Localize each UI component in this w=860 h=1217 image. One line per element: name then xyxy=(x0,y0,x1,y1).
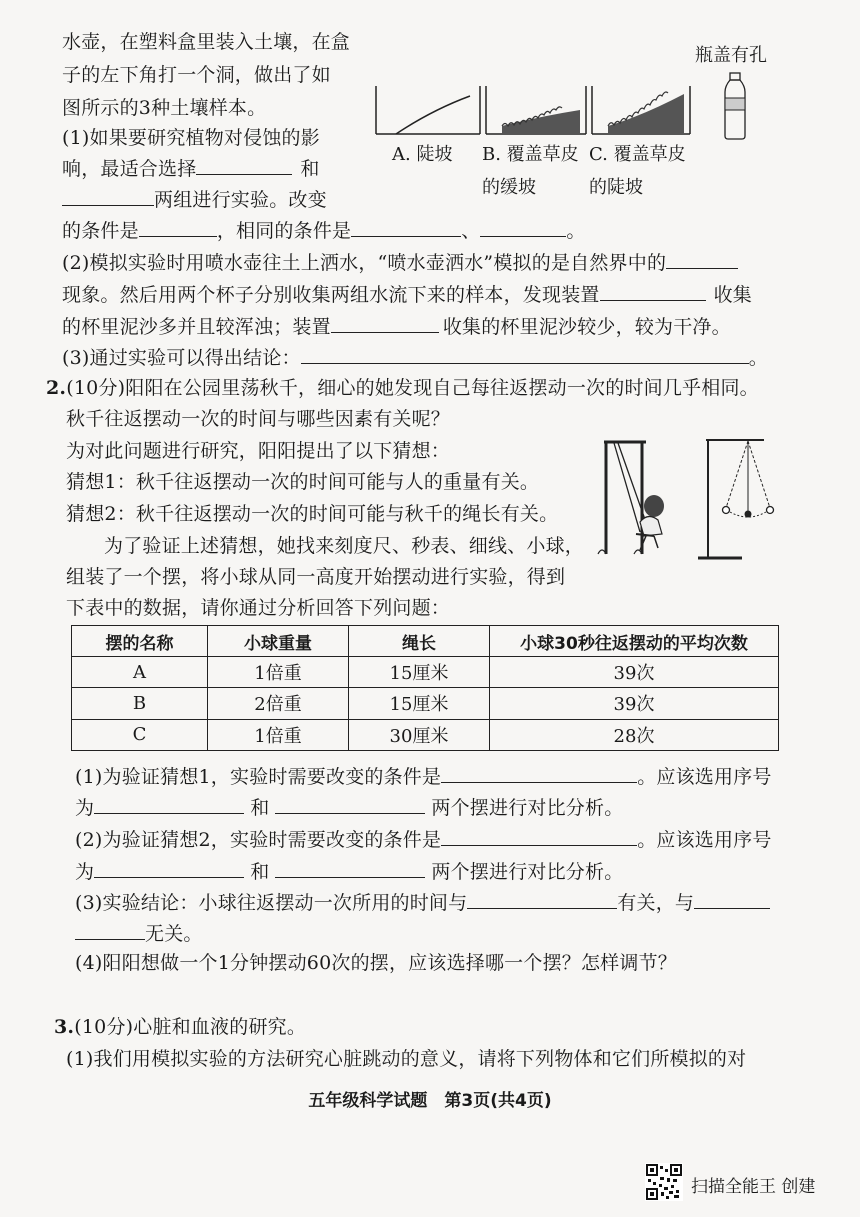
pendulum-apparatus-illustration xyxy=(696,432,780,564)
col-header-name: 摆的名称 xyxy=(72,626,208,657)
q1-part2-text: (2)模拟实验时用喷水壶往土上洒水，“喷水壶洒水”模拟的是自然界中的 xyxy=(62,252,667,274)
scanner-watermark: 扫描全能王 创建 xyxy=(691,1177,816,1197)
table-header-row xyxy=(72,626,779,657)
q2-blank-sub2-condition[interactable] xyxy=(441,827,637,846)
cell-length: 15厘米 xyxy=(349,688,490,719)
col-header-weight: 小球重量 xyxy=(208,626,349,657)
q1-blank-nature[interactable] xyxy=(666,250,738,269)
cell-name: A xyxy=(72,657,208,688)
q2-blank-sub1-condition[interactable] xyxy=(441,764,637,783)
q3-head-text: (10分)心脏和血液的研究。 xyxy=(74,1016,307,1038)
cell-count: 39次 xyxy=(490,657,779,688)
q2-sub2-wei: 为 xyxy=(75,861,95,883)
q1-part1-text2: 两组进行实验。改变 xyxy=(154,189,327,211)
cell-name: B xyxy=(72,688,208,719)
table-row xyxy=(72,719,779,750)
q3-number: 3. xyxy=(54,1016,75,1038)
q2-heading xyxy=(46,377,759,399)
table-row xyxy=(72,657,779,688)
q2-sub2-line1 xyxy=(75,827,772,851)
q1-blank-changed[interactable] xyxy=(139,218,217,237)
soil-samples-figure xyxy=(372,80,692,150)
q1-and: 和 xyxy=(300,158,320,180)
q2-sub1-wei: 为 xyxy=(75,797,95,819)
pendulum-figure xyxy=(696,432,780,564)
q1-part1-line4 xyxy=(62,218,586,242)
q2-sub1-text3: 两个摆进行对比分析。 xyxy=(431,797,624,819)
intro-line-1: 水壶，在塑料盒里装入土壤，在盒 xyxy=(62,31,351,53)
q1-part2-text4: 收集的杯里泥沙较少，较为干净。 xyxy=(442,316,731,338)
cell-count: 28次 xyxy=(490,719,779,750)
pendulum-data-table xyxy=(71,625,779,751)
q2-sub3-line2 xyxy=(75,921,203,945)
q1-same-label: ，相同的条件是 xyxy=(216,220,352,242)
spray-bottle-icon xyxy=(722,72,748,140)
cell-count: 39次 xyxy=(490,688,779,719)
q1-part2-line2 xyxy=(62,282,752,306)
swing-figure xyxy=(596,432,674,558)
q2-blank-sub3-related[interactable] xyxy=(467,890,617,909)
sample-a-label: A. 陡坡 xyxy=(392,144,453,165)
q1-part1-text: 响，最适合选择 xyxy=(62,158,197,180)
soil-samples-illustration xyxy=(372,80,692,150)
col-header-count: 小球30秒往返摆动的平均次数 xyxy=(490,626,779,657)
qr-code-icon xyxy=(645,1163,683,1201)
q1-blank-same-2[interactable] xyxy=(480,218,566,237)
q2-sub2-and: 和 xyxy=(250,861,270,883)
q1-collect: 收集 xyxy=(713,284,753,306)
girl-on-swing-illustration xyxy=(596,432,674,558)
q3-line-2: (1)我们用模拟实验的方法研究心脏跳动的意义，请将下列物体和它们所模拟的对 xyxy=(66,1048,747,1070)
cell-length: 30厘米 xyxy=(349,719,490,750)
q2-sub2-text: (2)为验证猜想2，实验时需要改变的条件是 xyxy=(75,829,442,851)
q2-number: 2. xyxy=(46,377,67,399)
q2-blank-sub2-b[interactable] xyxy=(275,859,425,878)
q2-blank-sub3-unrelated-1[interactable] xyxy=(694,890,770,909)
sample-b-label-1: B. 覆盖草皮 xyxy=(482,144,579,165)
q1-blank-group2[interactable] xyxy=(62,187,154,206)
q2-sub4: (4)阳阳想做一个1分钟摆动60次的摆，应该选择哪一个摆？怎样调节？ xyxy=(75,952,677,974)
q2-guess-1: 猜想1：秋千往返摆动一次的时间可能与人的重量有关。 xyxy=(66,471,540,493)
q1-blank-conclusion[interactable] xyxy=(301,345,749,364)
q1-part2-line3 xyxy=(62,314,731,338)
q1-blank-same-1[interactable] xyxy=(351,218,461,237)
q2-sub3-text: (3)实验结论：小球往返摆动一次所用的时间与 xyxy=(75,892,468,914)
q2-blank-sub3-unrelated-2[interactable] xyxy=(75,921,145,940)
q1-conclusion-label: (3)通过实验可以得出结论： xyxy=(62,347,301,369)
q1-part1-line3 xyxy=(62,187,327,211)
q2-line-8: 下表中的数据，请你通过分析回答下列问题： xyxy=(66,597,451,619)
q2-sub3-line1 xyxy=(75,890,770,914)
q2-sub3-text3: 无关。 xyxy=(145,923,203,945)
intro-line-3: 图所示的3种土壤样本。 xyxy=(62,97,267,119)
q2-blank-sub2-a[interactable] xyxy=(94,859,244,878)
q1-changed-label: 的条件是 xyxy=(62,220,139,242)
q1-part3 xyxy=(62,345,768,369)
sample-b-label-2: 的缓坡 xyxy=(482,177,536,198)
bottle-label: 瓶盖有孔 xyxy=(695,45,767,66)
q1-sep: 、 xyxy=(461,220,481,242)
cell-weight: 1倍重 xyxy=(208,719,349,750)
q1-part1-line1: (1)如果要研究植物对侵蚀的影 xyxy=(62,127,320,149)
sample-c-label-2: 的陡坡 xyxy=(589,177,643,198)
q2-sub1-line2 xyxy=(75,795,623,819)
q2-sub1-text: (1)为验证猜想1，实验时需要改变的条件是 xyxy=(75,766,442,788)
intro-line-2: 子的左下角打一个洞，做出了如 xyxy=(62,64,331,86)
q1-blank-device-2[interactable] xyxy=(331,314,439,333)
q2-line-7: 组装了一个摆，将小球从同一高度开始摆动进行实验，得到 xyxy=(66,566,566,588)
q2-blank-sub1-a[interactable] xyxy=(94,795,244,814)
q1-conclusion-end: 。 xyxy=(748,347,768,369)
q2-blank-sub1-b[interactable] xyxy=(275,795,425,814)
table-row xyxy=(72,688,779,719)
q3-heading xyxy=(54,1016,306,1038)
q2-guess-2: 猜想2：秋千往返摆动一次的时间可能与秋千的绳长有关。 xyxy=(66,503,559,525)
q2-sub2-text3: 两个摆进行对比分析。 xyxy=(431,861,624,883)
cell-weight: 1倍重 xyxy=(208,657,349,688)
q2-sub2-text2: 。应该选用序号 xyxy=(637,829,772,851)
sample-c-label-1: C. 覆盖草皮 xyxy=(589,144,686,165)
q1-end: 。 xyxy=(566,220,586,242)
cell-name: C xyxy=(72,719,208,750)
q1-part1-line2 xyxy=(62,156,320,180)
qr-code-graphic xyxy=(645,1163,683,1201)
q2-sub1-text2: 。应该选用序号 xyxy=(637,766,772,788)
q2-sub3-text2: 有关，与 xyxy=(617,892,695,914)
q2-sub1-and: 和 xyxy=(250,797,270,819)
cell-weight: 2倍重 xyxy=(208,688,349,719)
q1-part2-line1 xyxy=(62,250,738,274)
col-header-length: 绳长 xyxy=(349,626,490,657)
q1-blank-device-1[interactable] xyxy=(600,282,706,301)
q2-line-3: 为对此问题进行研究，阳阳提出了以下猜想： xyxy=(66,440,451,462)
q1-blank-group1[interactable] xyxy=(196,156,292,175)
spray-bottle-figure xyxy=(722,72,748,140)
cell-length: 15厘米 xyxy=(349,657,490,688)
q1-part2-text2: 现象。然后用两个杯子分别收集两组水流下来的样本，发现装置 xyxy=(62,284,600,306)
q2-line-6: 为了验证上述猜想，她找来刻度尺、秒表、细线、小球， xyxy=(104,535,585,557)
q2-sub1-line1 xyxy=(75,764,772,788)
q2-line-2: 秋千往返摆动一次的时间与哪些因素有关呢？ xyxy=(66,408,451,430)
page-footer: 五年级科学试题 第3页(共4页) xyxy=(308,1091,552,1111)
q2-sub2-line2 xyxy=(75,859,623,883)
q2-head-text: (10分)阳阳在公园里荡秋千，细心的她发现自己每往返摆动一次的时间几乎相同。 xyxy=(66,377,759,399)
q1-part2-text3: 的杯里泥沙多并且较浑浊；装置 xyxy=(62,316,331,338)
